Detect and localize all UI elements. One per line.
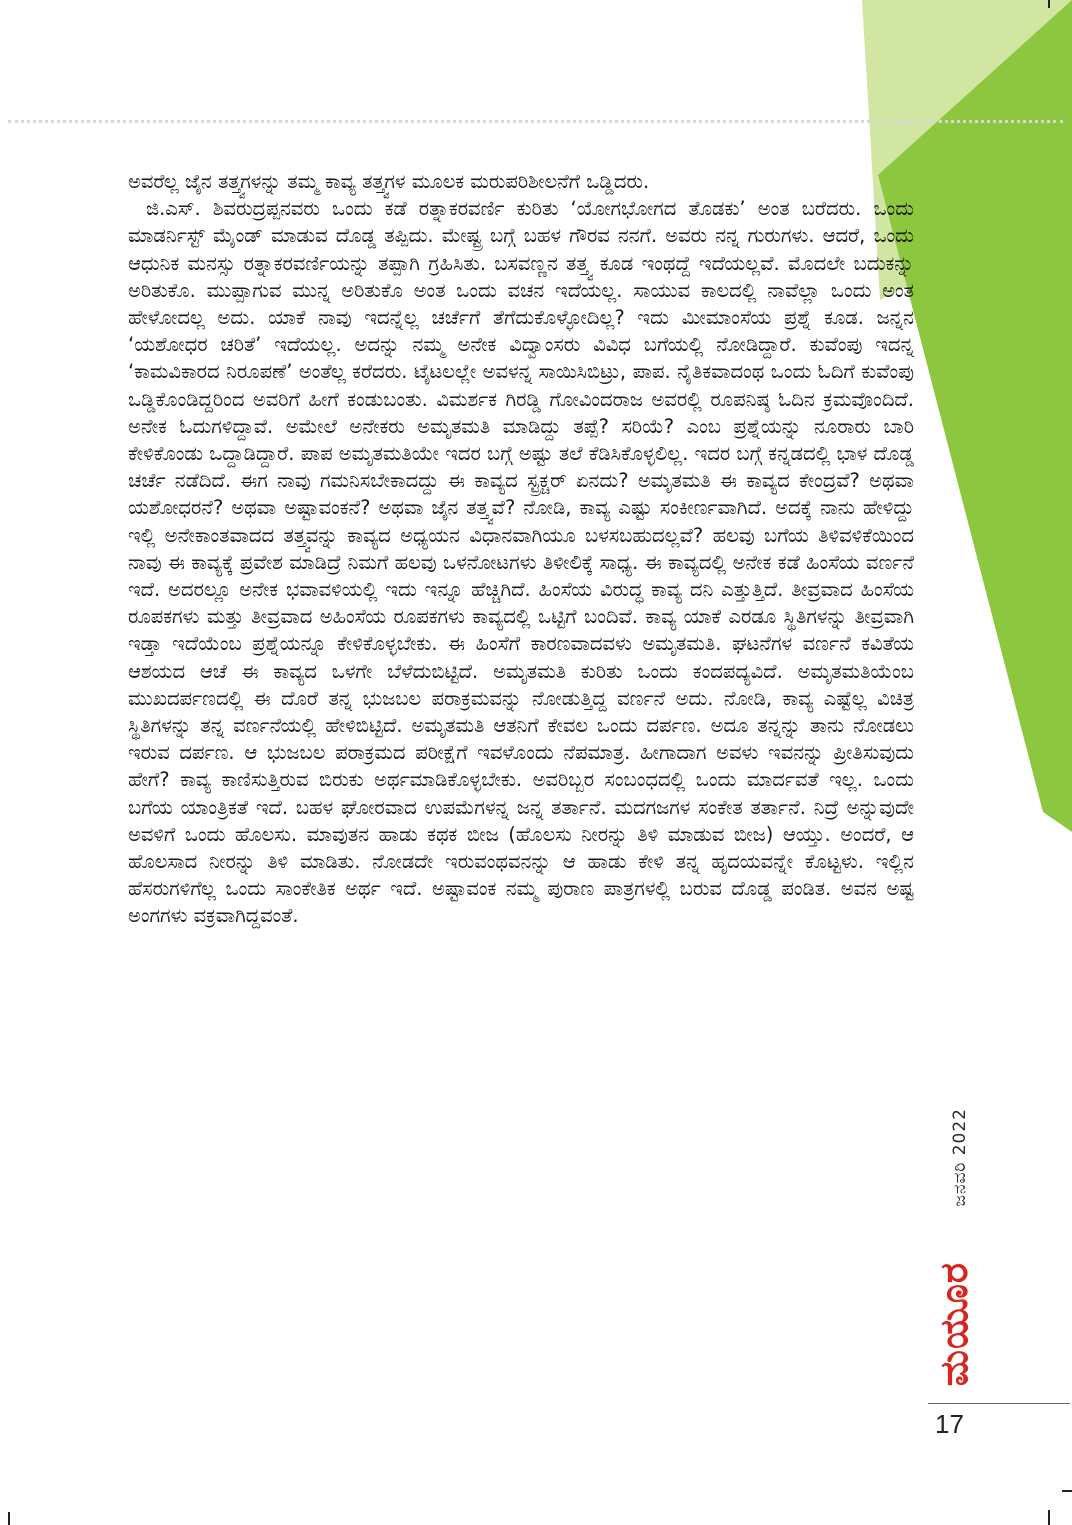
crop-mark-bottom-right-v	[1048, 1510, 1050, 1525]
page-number: 17	[935, 1409, 964, 1439]
article-body	[128, 168, 914, 930]
crop-mark-bottom-left	[8, 1512, 10, 1525]
crop-mark-top-right	[1048, 0, 1050, 8]
magazine-logo: ಮಯೂರ	[932, 1262, 976, 1387]
issue-date: ಜನವರಿ 2022	[950, 1108, 970, 1207]
page-number-rule	[928, 1403, 1070, 1404]
dotted-divider	[8, 120, 1063, 123]
paragraph-1: ಅವರೆಲ್ಲ ಜೈನ ತತ್ತ್ವಗಳನ್ನು ತಮ್ಮ ಕಾವ್ಯ ತತ್ತ್ವಗಳ ಮೂಲಕ ಮರುಪರಿಶೀಲನೆಗೆ ಒಡ್ಡಿದರು.	[128, 170, 650, 193]
crop-mark-bottom-right-h	[1062, 1490, 1072, 1492]
paragraph-2: ಜಿ.ಎಸ್. ಶಿವರುದ್ರಪ್ಪನವರು ಒಂದು ಕಡೆ ರತ್ನಾಕರವರ್ಣಿ ಕುರಿತು ‘ಯೋಗಭೋಗದ ತೊಡಕು’ ಅಂತ ಬರೆದರು. ಒಂದು ಮಾಡರ್ನಿಸ್ಟ್ ಮೈಂಡ್ ಮಾಡುವ ದೊಡ್ಡ ತಪ್ಪಿದು. ಮೇಷ್ಟ್ರ ಬಗ್ಗೆ ಬಹಳ ಗೌರವ ನನಗೆ. ಅವರು ನನ್ನ ಗುರುಗಳು. ಆದರೆ, ಒಂದು ಆಧುನಿಕ ಮನಸ್ಸು ರತ್ನಾಕರವರ್ಣಿಯನ್ನು ತಪ್ಪಾಗಿ ಗ್ರಹಿಸಿತು. ಬಸವಣ್ಣನ ತತ್ತ್ವ ಕೂಡ ಇಂಥದ್ದೆ ಇದೆಯಲ್ಲವೆ. ಮೊದಲೇ ಬದುಕನ್ನು ಅರಿತುಕೊ. ಮುಪ್ಪಾಗುವ ಮುನ್ನ ಅರಿತುಕೊ ಅಂತ ಒಂದು ವಚನ ಇದೆಯಲ್ಲ. ಸಾಯುವ ಕಾಲದಲ್ಲಿ ನಾವೆಲ್ಲಾ ಒಂದು ಅಂತ ಹೇಳೋದಲ್ಲ ಅದು. ಯಾಕೆ ನಾವು ಇದನ್ನೆಲ್ಲ ಚರ್ಚೆಗೆ ತೆಗೆದುಕೊಳ್ಳೋದಿಲ್ಲ? ಇದು ಮೀಮಾಂಸೆಯ ಪ್ರಶ್ನೆ ಕೂಡ. ಜನ್ನನ ‘ಯಶೋಧರ ಚರಿತೆ’ ಇದೆಯಲ್ಲ. ಅದನ್ನು ನಮ್ಮ ಅನೇಕ ವಿದ್ವಾಂಸರು ವಿವಿಧ ಬಗೆಯಲ್ಲಿ ನೋಡಿದ್ದಾರೆ. ಕುವೆಂಪು ಇದನ್ನ ‘ಕಾಮವಿಕಾರದ ನಿರೂಪಣೆ’ ಅಂತೆಲ್ಲ ಕರೆದರು. ಟೈಟಲಲ್ಲೇ ಅವಳನ್ನ ಸಾಯಿಸಿಬಿಟ್ರು, ಪಾಪ. ನೈತಿಕವಾದಂಥ ಒಂದು ಓದಿಗೆ ಕುವೆಂಪು ಒಡ್ಡಿಕೊಂಡಿದ್ದರಿಂದ ಅವರಿಗೆ ಹೀಗೆ ಕಂಡುಬಂತು. ವಿಮರ್ಶಕ ಗಿರಡ್ಡಿ ಗೋವಿಂದರಾಜ ಅವರಲ್ಲಿ ರೂಪನಿಷ್ಠ ಓದಿನ ಕ್ರಮವೊಂದಿದೆ. ಅನೇಕ ಓದುಗಳಿದ್ದಾವೆ. ಅಮೇಲೆ ಅನೇಕರು ಅಮೃತಮತಿ ಮಾಡಿದ್ದು ತಪ್ಪೆ? ಸರಿಯೆ? ಎಂಬ ಪ್ರಶ್ನೆಯನ್ನು ನೂರಾರು ಬಾರಿ ಕೇಳಿಕೊಂಡು ಒದ್ದಾಡಿದ್ದಾರೆ. ಪಾಪ ಅಮೃತಮತಿಯೇ ಇದರ ಬಗ್ಗೆ ಅಷ್ಟು ತಲೆ ಕೆಡಿಸಿಕೊಳ್ಳಲಿಲ್ಲ. ಇದರ ಬಗ್ಗೆ ಕನ್ನಡದಲ್ಲಿ ಭಾಳ ದೊಡ್ಡ ಚರ್ಚೆ ನಡೆದಿದೆ. ಈಗ ನಾವು ಗಮನಿಸಬೇಕಾದದ್ದು ಈ ಕಾವ್ಯದ ಸ್ಟ್ರಕ್ಚರ್ ಏನದು? ಅಮೃತಮತಿ ಈ ಕಾವ್ಯದ ಕೇಂದ್ರವೆ? ಅಥವಾ ಯಶೋಧರನೆ? ಅಥವಾ ಅಷ್ಟಾವಂಕನೆ? ಅಥವಾ ಜೈನ ತತ್ತ್ವವೆ? ನೋಡಿ, ಕಾವ್ಯ ಎಷ್ಟು ಸಂಕೀರ್ಣವಾಗಿದೆ. ಅದಕ್ಕೆ ನಾನು ಹೇಳಿದ್ದು ಇಲ್ಲಿ ಅನೇಕಾಂತವಾದದ ತತ್ತ್ವವನ್ನು ಕಾವ್ಯದ ಅಧ್ಯಯನ ವಿಧಾನವಾಗಿಯೂ ಬಳಸಬಹುದಲ್ಲವೆ? ಹಲವು ಬಗೆಯ ತಿಳಿವಳಿಕೆಯಿಂದ ನಾವು ಈ ಕಾವ್ಯಕ್ಕೆ ಪ್ರವೇಶ ಮಾಡಿದ್ರೆ ನಿಮಗೆ ಹಲವು ಒಳನೋಟಗಳು ತಿಳೀಲಿಕ್ಕೆ ಸಾಧ್ಯ. ಈ ಕಾವ್ಯದಲ್ಲಿ ಅನೇಕ ಕಡೆ ಹಿಂಸೆಯ ವರ್ಣನೆ ಇದೆ. ಅದರಲ್ಲೂ ಅನೇಕ ಭವಾವಳಿಯಲ್ಲಿ ಇದು ಇನ್ನೂ ಹೆಚ್ಚಿಗಿದೆ. ಹಿಂಸೆಯ ವಿರುದ್ಧ ಕಾವ್ಯ ದನಿ ಎತ್ತುತ್ತಿದೆ. ತೀವ್ರವಾದ ಹಿಂಸೆಯ ರೂಪಕಗಳು ಮತ್ತು ತೀವ್ರವಾದ ಅಹಿಂಸೆಯ ರೂಪಕಗಳು ಕಾವ್ಯದಲ್ಲಿ ಒಟ್ಟಿಗೆ ಬಂದಿವೆ. ಕಾವ್ಯ ಯಾಕೆ ಎರಡೂ ಸ್ಥಿತಿಗಳನ್ನು ತೀವ್ರವಾಗಿ ಇಡ್ತಾ ಇದೆಯೆಂಬ ಪ್ರಶ್ನೆಯನ್ನೂ ಕೇಳಿಕೊಳ್ಳಬೇಕು. ಈ ಹಿಂಸೆಗೆ ಕಾರಣವಾದವಳು ಅಮೃತಮತಿ. ಘಟನೆಗಳ ವರ್ಣನೆ ಕವಿತೆಯ ಆಶಯದ ಆಚೆ ಈ ಕಾವ್ಯದ ಒಳಗೇ ಬೆಳೆದುಬಿಟ್ಟಿದೆ. ಅಮೃತಮತಿ ಕುರಿತು ಒಂದು ಕಂದಪದ್ಯವಿದೆ. ಅಮೃತಮತಿಯೆಂಬ ಮುಖದರ್ಪಣದಲ್ಲಿ ಈ ದೊರೆ ತನ್ನ ಭುಜಬಲ ಪರಾಕ್ರಮವನ್ನು ನೋಡುತ್ತಿದ್ದ ವರ್ಣನೆ ಅದು. ನೋಡಿ, ಕಾವ್ಯ ಎಷ್ಟೆಲ್ಲ ವಿಚಿತ್ರ ಸ್ಥಿತಿಗಳನ್ನು ತನ್ನ ವರ್ಣನೆಯಲ್ಲಿ ಹೇಳಿಬಿಟ್ಟಿದೆ. ಅಮೃತಮತಿ ಆತನಿಗೆ ಕೇವಲ ಒಂದು ದರ್ಪಣ. ಅದೂ ತನ್ನನ್ನು ತಾನು ನೋಡಲು ಇರುವ ದರ್ಪಣ. ಆ ಭುಜಬಲ ಪರಾಕ್ರಮದ ಪರೀಕ್ಷೆಗೆ ಇವಳೊಂದು ನೆಪಮಾತ್ರ. ಹೀಗಾದಾಗ ಅವಳು ಇವನನ್ನು ಪ್ರೀತಿಸುವುದು ಹೇಗೆ? ಕಾವ್ಯ ಕಾಣಿಸುತ್ತಿರುವ ಬಿರುಕು ಅರ್ಥಮಾಡಿಕೊಳ್ಳಬೇಕು. ಅವರಿಬ್ಬರ ಸಂಬಂಧದಲ್ಲಿ ಒಂದು ಮಾರ್ದವತೆ ಇಲ್ಲ. ಒಂದು ಬಗೆಯ ಯಾಂತ್ರಿಕತೆ ಇದೆ. ಬಹಳ ಘೋರವಾದ ಉಪಮೆಗಳನ್ನ ಜನ್ನ ತರ್ತಾನೆ. ಮದಗಜಗಳ ಸಂಕೇತ ತರ್ತಾನೆ. ನಿದ್ರೆ ಅನ್ನುವುದೇ ಅವಳಿಗೆ ಒಂದು ಹೊಲಸು. ಮಾವುತನ ಹಾಡು ಕಥಕ ಬೀಜ (ಹೊಲಸು ನೀರನ್ನು ತಿಳಿ ಮಾಡುವ ಬೀಜ) ಆಯ್ತು. ಅಂದರೆ, ಆ ಹೊಲಸಾದ ನೀರನ್ನು ತಿಳಿ ಮಾಡಿತು. ನೋಡದೇ ಇರುವಂಥವನನ್ನು ಆ ಹಾಡು ಕೇಳಿ ತನ್ನ ಹೃದಯವನ್ನೇ ಕೊಟ್ಟಳು. ಇಲ್ಲಿನ ಹೆಸರುಗಳಿಗೆಲ್ಲ ಒಂದು ಸಾಂಕೇತಿಕ ಅರ್ಥ ಇದೆ. ಅಷ್ಟಾವಂಕ ನಮ್ಮ ಪುರಾಣ ಪಾತ್ರಗಳಲ್ಲಿ ಬರುವ ದೊಡ್ಡ ಪಂಡಿತ. ಅವನ ಅಷ್ಟ ಅಂಗಗಳು ವಕ್ರವಾಗಿದ್ದವಂತೆ.	[128, 197, 914, 928]
